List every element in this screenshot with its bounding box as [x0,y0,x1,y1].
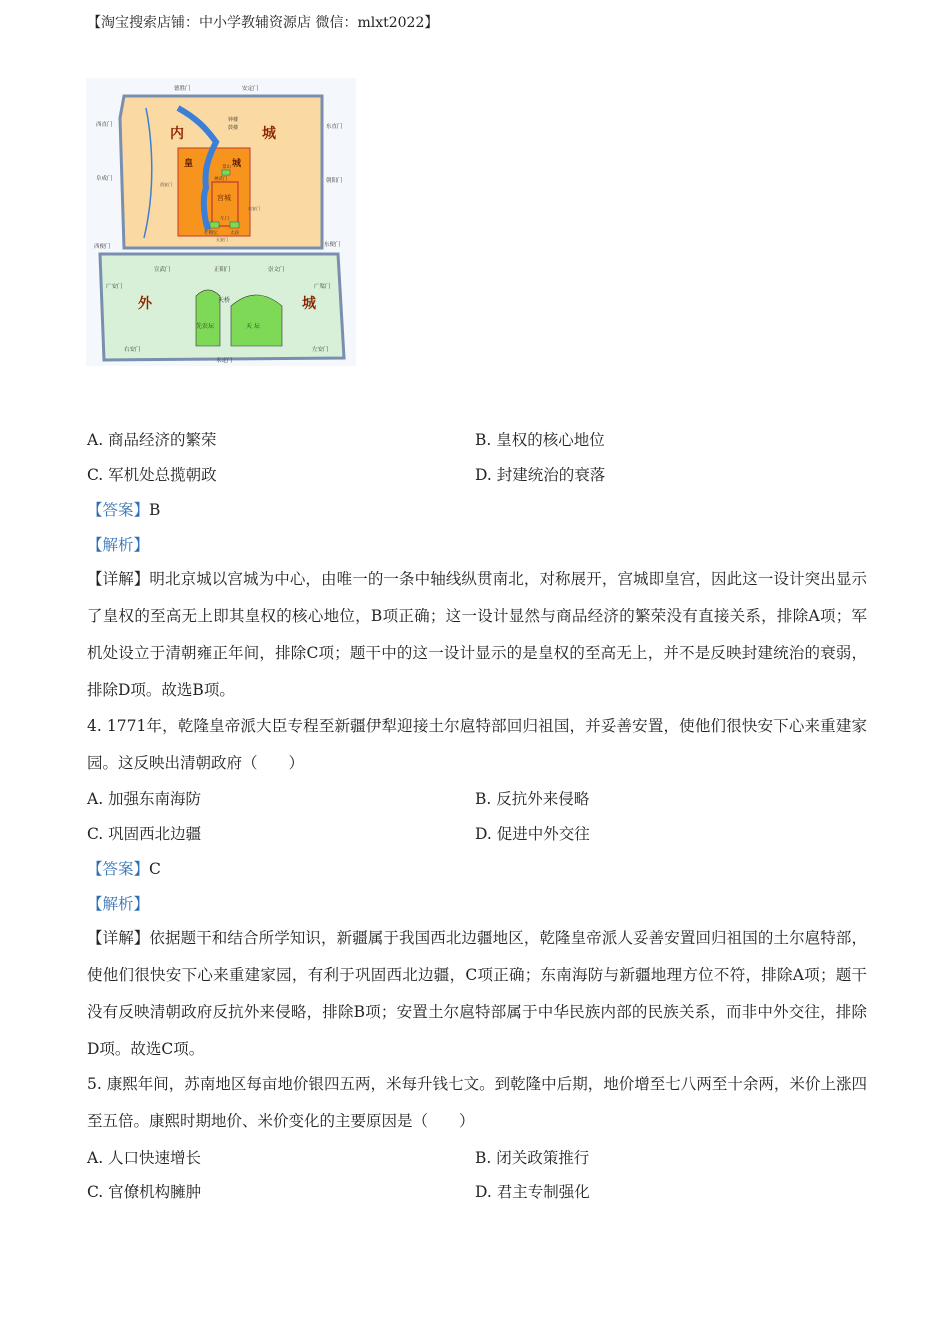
q4-analysis-tag: 【解析】 [87,895,150,913]
q3-option-d: D. 封建统治的衰落 [475,466,606,484]
q3-answer [87,500,160,520]
sheji-label: 社稷坛 [204,231,218,236]
q4-detail [87,920,867,1068]
xiannongtan-area [196,290,220,346]
inner-label-right: 城 [262,126,276,142]
q4-detail-text: 依据题干和结合所学知识，新疆属于我国西北边疆地区，乾隆皇帝派人妥善安置回归祖国的土尔扈特部，使他们很快安下心来重建家园，有利于巩固西北边疆，C项正确；东南海防与新疆地理方位不符，排除A项；题干没有反映清朝政府反抗外来侵略，排除B项；安置土尔扈特部属于中华民族内部的民族关系，而非中外交往，排除D项。故选C项。 [87,929,867,1058]
wumen-label: 午门 [220,217,229,222]
q3-option-a: A. 商品经济的繁荣 [87,431,217,449]
sheji-mark [210,222,219,228]
q4-answer-tag: 【答案】 [87,860,150,878]
q5-option-c: C. 官僚机构臃肿 [87,1183,202,1201]
q4-option-a: A. 加强东南海防 [87,790,202,808]
beijing-city-map [86,78,356,366]
outer-label-right: 城 [302,296,316,312]
imperial-label-left: 皇 [184,159,194,169]
gate-fuchengmen: 阜成门 [96,176,113,182]
q4-option-d: D. 促进中外交往 [475,825,590,843]
q4-answer-value: C [149,860,161,878]
gate-xizhimen: 西直门 [96,122,113,128]
q5-option-b: B. 闭关政策推行 [475,1149,590,1167]
drum-tower-label: 鼓楼 [228,125,239,131]
gate-yongdingmen: 永定门 [216,358,233,364]
beijing-map-svg [86,78,356,366]
gate-dongammen: 东安门 [248,206,260,211]
q4-detail-tag: 【详解】 [87,929,150,947]
gate-dongbianmen: 东便门 [324,242,341,248]
q3-answer-tag: 【答案】 [87,501,150,519]
q4-option-c: C. 巩固西北边疆 [87,825,202,843]
xiannongtan-label: 先农坛 [196,323,215,330]
q3-option-c: C. 军机处总揽朝政 [87,466,217,484]
jingshan-label: 景山 [222,165,231,170]
shenwumen-label: 神武门 [214,177,228,182]
q4-answer [87,859,161,879]
q3-detail [87,561,867,709]
q5-option-d: D. 君主专制强化 [475,1183,590,1201]
gate-xianmen: 西安门 [160,182,172,187]
q3-option-b: B. 皇权的核心地位 [475,431,605,449]
q5-option-a: A. 人口快速增长 [87,1149,202,1167]
gate-xuanwumen: 宣武门 [154,267,171,273]
tianqiao-label: 天桥 [218,297,231,304]
bell-tower-label: 钟楼 [228,117,239,123]
imperial-label-right: 城 [232,159,242,169]
gate-deshengmen: 德胜门 [174,86,191,92]
q5-stem: 5. 康熙年间，苏南地区每亩地价银四五两，米每升钱七文。到乾隆中后期，地价增至七八两至十余两，米价上涨四至五倍。康熙时期地价、米价变化的主要原因是（ ） [87,1075,867,1130]
q4-stem: 4. 1771年，乾隆皇帝派大臣专程至新疆伊犁迎接土尔扈特部回归祖国，并妥善安置，使他们很快安下心来重建家园。这反映出清朝政府（ ） [87,717,867,772]
gate-youanmen: 右安门 [124,347,141,353]
gate-chaoyangmen: 朝阳门 [326,178,343,184]
gate-guangqumen: 广渠门 [314,284,331,290]
gate-dongzhimen: 东直门 [326,124,343,130]
jingshan-mark [222,170,230,175]
inner-label-left: 内 [170,126,184,142]
gate-zhengyangmen: 正阳门 [214,267,231,273]
outer-label-left: 外 [138,296,152,312]
palace-label: 宫城 [217,194,231,202]
q3-answer-value: B [149,501,161,519]
gate-guanganmen: 广安门 [106,284,123,290]
page-header: 【淘宝搜索店铺：中小学教辅资源店 微信：mlxt2022】 [87,15,439,31]
q3-detail-text: 明北京城以宫城为中心，由唯一的一条中轴线纵贯南北，对称展开，宫城即皇宫，因此这一设计突出显示了皇权的至高无上即其皇权的核心地位，B项正确；这一设计显然与商品经济的繁荣没有直接关系，排除A项；军机处设立于清朝雍正年间，排除C项；题干中的这一设计显示的是皇权的至高无上，并不是反映封建统治的衰弱，排除D项。故选B项。 [87,570,867,699]
q3-analysis-tag: 【解析】 [87,536,150,554]
tiantan-area [231,295,282,346]
gate-chongwenmen: 崇文门 [268,267,285,273]
tiantan-label: 天 坛 [246,323,260,330]
q4-option-b: B. 反抗外来侵略 [475,790,590,808]
gate-tiananmen: 天安门 [216,237,228,242]
gate-andingmen: 安定门 [242,86,259,92]
gate-xibianmen: 西便门 [94,244,111,250]
q3-detail-tag: 【详解】 [87,570,150,588]
taimiao-label: 太庙 [230,231,239,236]
taimiao-mark [230,222,239,228]
gate-zuoanmen: 左安门 [312,347,329,353]
